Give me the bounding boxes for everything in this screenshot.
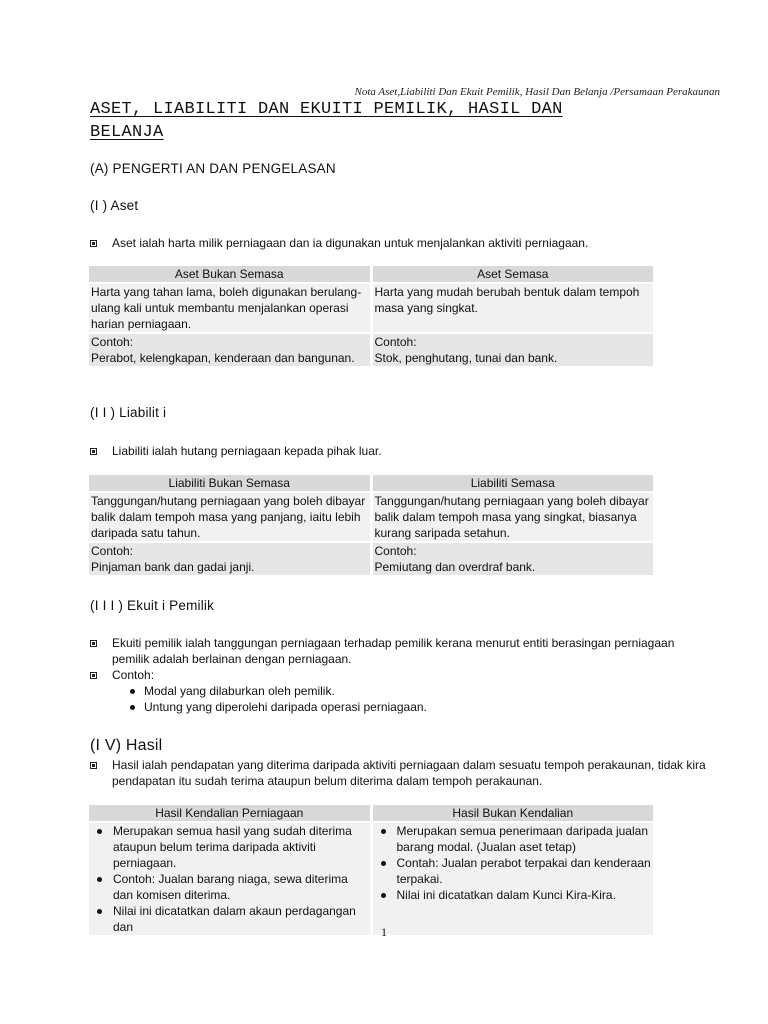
section-a-heading: (A) PENGERTI AN DAN PENGELASAN xyxy=(90,161,336,176)
aset-col1-example xyxy=(89,334,370,366)
hasil-col2-points xyxy=(373,823,654,935)
liabiliti-col1-desc: Tanggungan/hutang perniagaan yang boleh dibayar balik dalam tempoh masa yang panjang, iaitu lebih daripada satu tahun. xyxy=(89,493,370,541)
liabiliti-col1-header: Liabiliti Bukan Semasa xyxy=(89,475,370,491)
example-label: Contoh: xyxy=(91,544,134,558)
liabiliti-col2-desc: Tanggungan/hutang perniagaan yang boleh dibayar balik dalam tempoh masa yang singkat, biasanya kurang saripada setahun. xyxy=(373,493,654,541)
hasil-col2-header: Hasil Bukan Kendalian xyxy=(373,805,654,821)
title-line-2: BELANJA xyxy=(90,123,164,142)
aset-table xyxy=(86,264,656,368)
example-text: Stok, penghutang, tunai dan bank. xyxy=(374,351,558,365)
list-item: Contah: Jualan perabot terpakai dan kenderaan terpakai. xyxy=(375,855,652,887)
list-item: Contoh: Jualan barang niaga, sewa diterima dan komisen diterima. xyxy=(91,871,368,903)
list-item: Merupakan semua penerimaan daripada jualan barang modal. (Jualan aset tetap) xyxy=(375,823,652,855)
example-label: Contoh: xyxy=(91,335,134,349)
liabiliti-col2-header: Liabiliti Semasa xyxy=(373,475,654,491)
square-bullet-icon xyxy=(90,448,97,455)
ekuiti-example-list xyxy=(90,683,710,715)
aset-definition xyxy=(90,235,710,251)
example-label: Contoh: xyxy=(374,544,417,558)
page-number: 1 xyxy=(381,925,387,939)
example-text: Pemiutang dan overdraf bank. xyxy=(374,560,536,574)
aset-heading: (I ) Aset xyxy=(90,198,139,213)
example-text: Pinjaman bank dan gadai janji. xyxy=(91,560,255,574)
aset-col1-header: Aset Bukan Semasa xyxy=(89,266,370,282)
aset-col2-example xyxy=(373,334,654,366)
list-item: Untung yang diperolehi daripada operasi perniagaan. xyxy=(130,699,710,715)
square-bullet-icon xyxy=(90,240,97,247)
liabiliti-col2-example xyxy=(373,543,654,575)
list-item: Nilai ini dicatatkan dalam akaun perdagangan dan xyxy=(91,903,368,935)
square-bullet-icon xyxy=(90,640,97,647)
hasil-heading: (I V) Hasil xyxy=(90,737,163,754)
example-label: Contoh: xyxy=(374,335,417,349)
aset-definition-text: Aset ialah harta milik perniagaan dan ia digunakan untuk menjalankan aktiviti perniagaan. xyxy=(112,236,589,250)
list-item: Merupakan semua hasil yang sudah diterima ataupun belum terima daripada aktiviti perniagaan. xyxy=(91,823,368,871)
hasil-definition-text: Hasil ialah pendapatan yang diterima daripada aktiviti perniagaan dalam sesuatu tempoh perakaunan, tidak kira pendapatan itu sudah terima ataupun belum diterima dalam tempoh perakaunan. xyxy=(112,758,706,788)
liabiliti-definition-text: Liabiliti ialah hutang perniagaan kepada pihak luar. xyxy=(112,444,382,458)
example-text: Perabot, kelengkapan, kenderaan dan bangunan. xyxy=(91,351,355,365)
liabiliti-table xyxy=(86,473,656,577)
aset-col2-desc: Harta yang mudah berubah bentuk dalam tempoh masa yang singkat. xyxy=(373,284,654,332)
ekuiti-example-label: Contoh: xyxy=(112,668,155,682)
hasil-table xyxy=(86,803,656,937)
square-bullet-icon xyxy=(90,762,97,769)
ekuiti-heading: (I I I ) Ekuit i Pemilik xyxy=(90,598,215,613)
list-item: Nilai ini dicatatkan dalam Kunci Kira-Kira. xyxy=(375,887,652,903)
hasil-col1-header: Hasil Kendalian Perniagaan xyxy=(89,805,370,821)
ekuiti-definition-text: Ekuiti pemilik ialah tanggungan perniagaan terhadap pemilik kerana menurut entiti berasingan perniagaan pemilik adalah berlainan dengan perniagaan. xyxy=(112,636,675,666)
hasil-col1-points xyxy=(89,823,370,935)
aset-col2-header: Aset Semasa xyxy=(373,266,654,282)
running-header: Nota Aset,Liabiliti Dan Ekuit Pemilik, Hasil Dan Belanja /Persamaan Perakaunan xyxy=(354,86,720,98)
aset-col1-desc: Harta yang tahan lama, boleh digunakan berulang-ulang kali untuk membantu menjalankan operasi harian perniagaan. xyxy=(89,284,370,332)
list-item: Modal yang dilaburkan oleh pemilik. xyxy=(130,683,710,699)
hasil-definition xyxy=(90,757,710,789)
square-bullet-icon xyxy=(90,672,97,679)
ekuiti-block xyxy=(90,635,710,715)
document-title xyxy=(90,98,650,144)
liabiliti-heading: (I I ) Liabilit i xyxy=(90,405,167,420)
liabiliti-col1-example xyxy=(89,543,370,575)
title-line-1: ASET, LIABILITI DAN EKUITI PEMILIK, HASIL DAN xyxy=(90,100,563,119)
liabiliti-definition xyxy=(90,443,710,459)
